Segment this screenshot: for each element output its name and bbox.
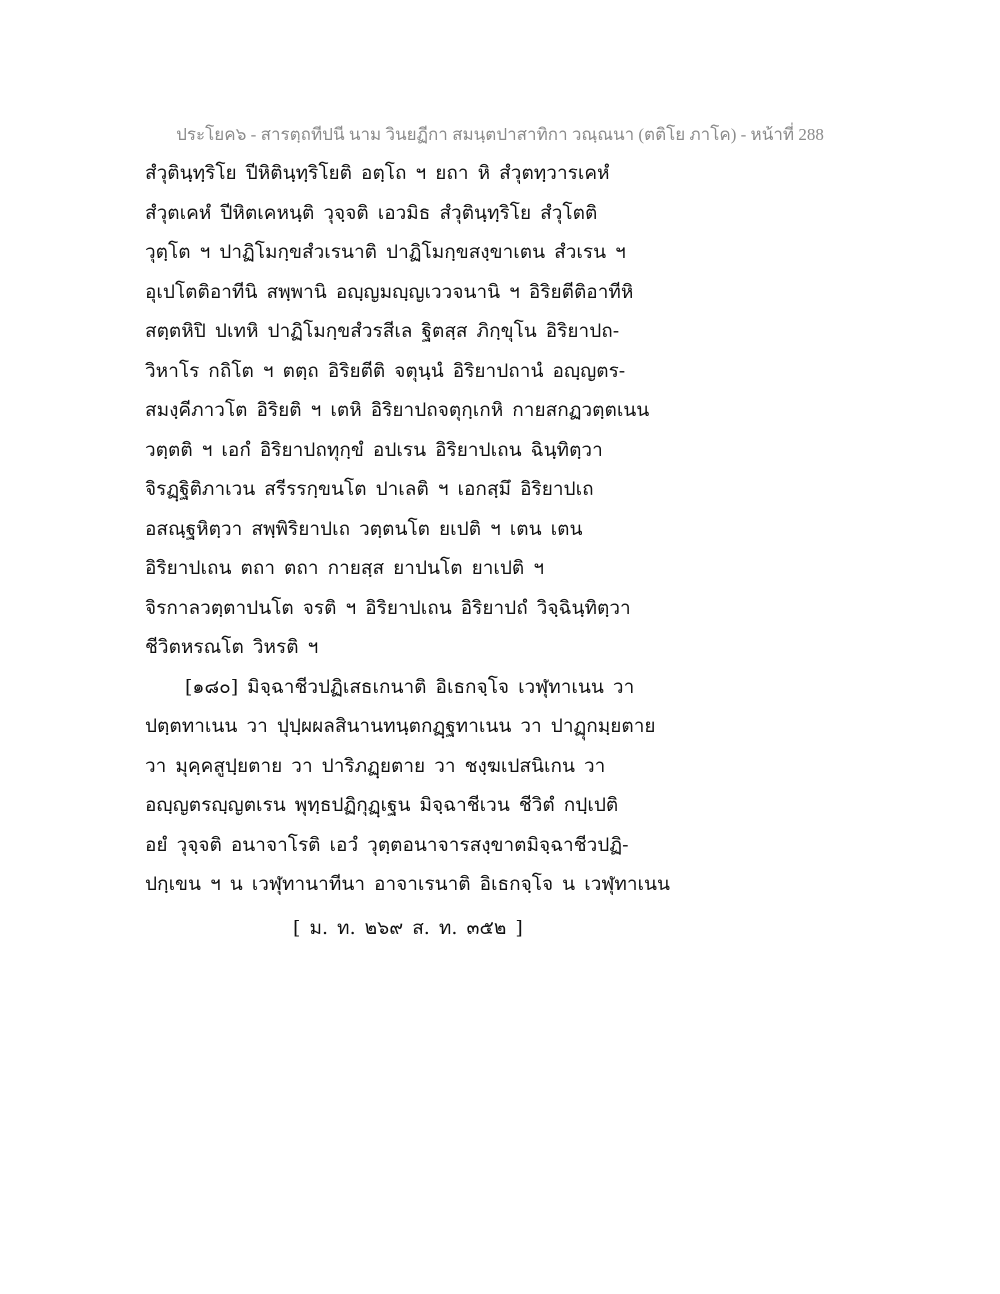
text-line: สํวุตเคหํ ปีหิตเคหนฺติ วุจฺจติ เอวมิธ สํวุตินฺทฺริโย สํวุโตติ xyxy=(145,201,598,224)
text-line: อยํ วุจฺจติ อนาจาโรติ เอวํ วุตฺตอนาจารสงฺขาตมิจฺฉาชีวปฏิ- xyxy=(145,833,629,856)
text-line: ปกฺเขน ฯ น เวฬุทานาทีนา อาจาเรนาติ อิเธกจฺโจ น เวฬุทาเนน xyxy=(145,873,671,895)
text-line: สํวุตินฺทฺริโย ปีหิตินฺทฺริโยติ อตฺโถ ฯ ยถา หิ สํวุตทฺวารเคหํ xyxy=(145,162,610,184)
paragraph-start-line: [๑๘๐] มิจฺฉาชีวปฏิเสธเกนาติ อิเธกจฺโจ เวฬุทาเนน วา xyxy=(185,675,635,698)
text-line: จิรฏฺฐิติภาเวน สรีรรกฺขนโต ปาเลติ ฯ เอกสฺมึ อิริยาปเถ xyxy=(145,478,594,500)
text-line: วา มุคฺคสูปฺยตาย วา ปาริภฏฺยตาย วา ชงฺฆเปสนิเกน วา xyxy=(145,754,606,777)
page-header: ประโยค๖ - สารตฺถทีปนี นาม วินยฏีกา สมนฺตปาสาทิกา วณฺณนา (ตติโย ภาโค) - หน้าที่ 288 xyxy=(176,125,824,144)
text-line: จิรกาลวตฺตาปนโต จรติ ฯ อิริยาปเถน อิริยาปถํ วิจฺฉินฺทิตฺวา xyxy=(145,596,631,619)
text-line: อุเปโตติอาทีนิ สพฺพานิ อญฺญมญฺญเววจนานิ ฯ อิริยตีติอาทีหิ xyxy=(145,280,634,303)
text-line: อญฺญตรญฺญตเรน พุทฺธปฏิกุฏฺเฐน มิจฺฉาชีเวน ชีวิตํ กปฺเปติ xyxy=(145,794,619,816)
text-line: อิริยาปเถน ตถา ตถา กายสฺส ยาปนโต ยาเปติ ฯ xyxy=(145,557,544,579)
text-line: วิหาโร กถิโต ฯ ตตฺถ อิริยตีติ จตุนฺนํ อิริยาปถานํ อญฺญตร- xyxy=(145,359,626,382)
text-line: วตฺตติ ฯ เอกํ อิริยาปถทุกฺขํ อปเรน อิริยาปเถน ฉินฺทิตฺวา xyxy=(145,438,603,461)
text-line: สตฺตหิปิ ปเทหิ ปาฏิโมกฺขสํวรสีเล ฐิตสฺส ภิกฺขุโน อิริยาปถ- xyxy=(145,320,620,342)
text-line: วุตฺโต ฯ ปาฏิโมกฺขสํวเรนาติ ปาฏิโมกฺขสงฺขาเตน สํวเรน ฯ xyxy=(145,241,626,263)
text-line: ปตฺตทาเนน วา ปุปฺผผลสินานทนฺตกฏฺฐทาเนน วา ปาฏุกมฺยตาย xyxy=(145,715,656,737)
text-line: ชีวิตหรณโต วิหรติ ฯ xyxy=(145,636,319,658)
body-text xyxy=(145,158,705,909)
text-line: อสณฺฐหิตฺวา สพฺพิริยาปเถ วตฺตนโต ยเปติ ฯ เตน เตน xyxy=(145,517,583,540)
text-line: สมงฺคีภาวโต อิริยติ ฯ เตหิ อิริยาปถจตุกฺเกหิ กายสกฏวตฺตเนน xyxy=(145,399,650,421)
reference-citation: [ ม. ท. ๒๖๙ ส. ท. ๓๕๒ ] xyxy=(293,917,523,939)
